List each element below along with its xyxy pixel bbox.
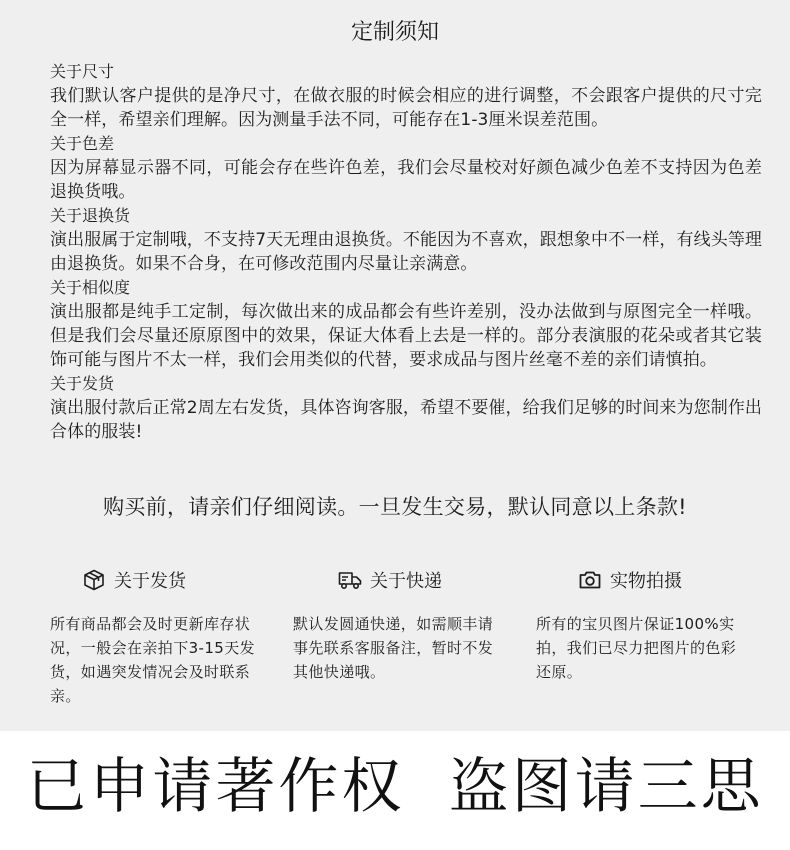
section-body: 演出服付款后正常2周左右发货，具体咨询客服，希望不要催，给我们足够的时间来为您制作出合体的服装!	[50, 398, 763, 442]
truck-icon	[338, 568, 362, 592]
feature-title: 关于快递	[370, 571, 442, 592]
feature-shipping-body: 所有商品都会及时更新库存状况，一般会在亲拍下3-15天发货，如遇突发情况会及时联系亲。	[50, 615, 256, 705]
section-body: 演出服都是纯手工定制，每次做出来的成品都会有些许差别，没办法做到与原图完全一样哦。但是我们会尽量还原原图中的效果，保证大体看上去是一样的。部分表演服的花朵或者其它装饰可能与图片不太一样，我们会用类似的代替，要求成品与图片丝毫不差的亲们请慎拍。	[50, 302, 762, 370]
page-title: 定制须知	[350, 20, 439, 45]
section-heading: 关于发货	[50, 374, 115, 393]
copyright-notice: 已申请著作权 盗图请三思	[26, 752, 764, 822]
section-size	[50, 60, 762, 132]
section-heading: 关于尺寸	[50, 62, 115, 81]
section-returns	[50, 204, 762, 276]
section-body: 因为屏幕显示器不同，可能会存在些许色差，我们会尽量校对好颜色减少色差不支持因为色差退换货哦。	[50, 158, 762, 202]
section-color	[50, 132, 762, 204]
feature-title: 实物拍摄	[610, 571, 682, 592]
feature-shipping-heading	[82, 566, 186, 594]
section-body: 演出服属于定制哦，不支持7天无理由退换货。不能因为不喜欢，跟想象中不一样，有线头等理由退换货。如果不合身，在可修改范围内尽量让亲满意。	[50, 230, 763, 274]
feature-courier-body: 默认发圆通快递，如需顺丰请事先联系客服备注，暂时不发其他快递哦。	[293, 615, 494, 681]
camera-icon	[578, 568, 602, 592]
section-heading: 关于退换货	[50, 206, 131, 225]
purchase-warning: 购买前，请亲们仔细阅读。一旦发生交易，默认同意以上条款!	[103, 495, 687, 519]
section-heading: 关于色差	[50, 134, 115, 153]
feature-courier-heading	[338, 566, 442, 594]
package-icon	[82, 568, 106, 592]
notice-sections	[50, 60, 762, 444]
section-shipping	[50, 372, 762, 444]
section-heading: 关于相似度	[50, 278, 131, 297]
section-similarity	[50, 276, 762, 372]
section-body: 我们默认客户提供的是净尺寸，在做衣服的时候会相应的进行调整，不会跟客户提供的尺寸完全一样，希望亲们理解。因为测量手法不同，可能存在1-3厘米误差范围。	[50, 86, 762, 130]
feature-photo-body: 所有的宝贝图片保证100%实拍，我们已尽力把图片的色彩还原。	[536, 615, 737, 681]
feature-photo-heading	[578, 566, 682, 594]
feature-title: 关于发货	[114, 571, 186, 592]
